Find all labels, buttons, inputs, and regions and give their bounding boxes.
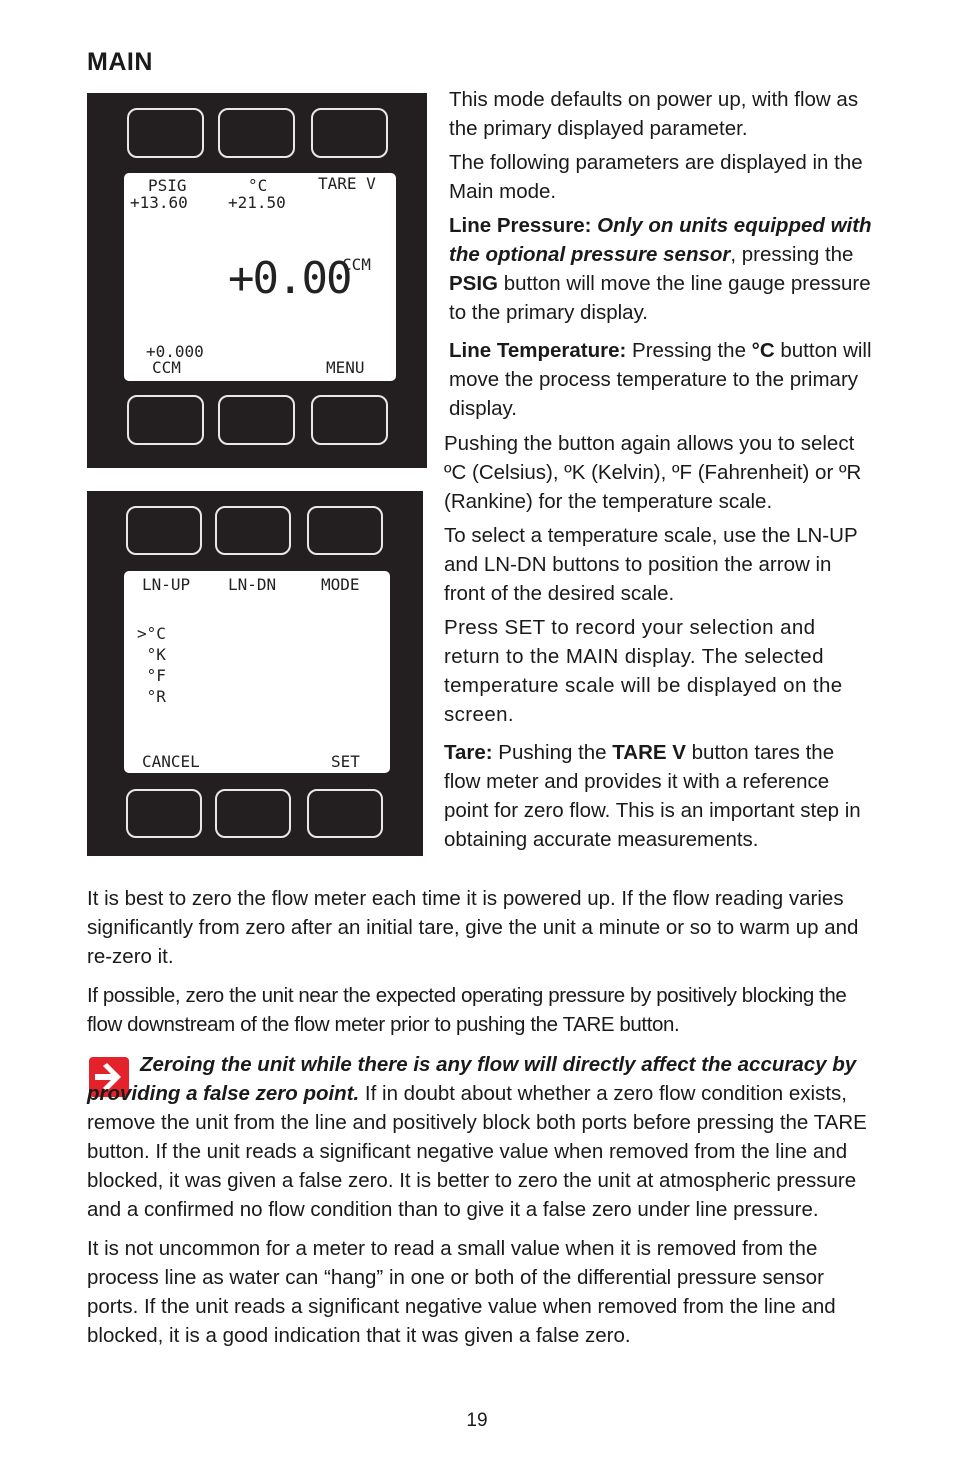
mode-button[interactable] (307, 506, 383, 555)
psig-label: PSIG (148, 176, 187, 195)
right-column-text-lower (444, 429, 874, 854)
cancel-button[interactable] (126, 789, 202, 838)
lcd-screen (124, 173, 396, 381)
paragraph-hang: It is not uncommon for a meter to read a small value when it is removed from the process line as water can “hang” in one or both of the differential pressure sensor ports. If the unit reads a significant negative value when removed from the line and blocked, it is a good indication that it was given a false zero. (87, 1237, 836, 1347)
paragraph-set: Press SET to record your selection and return to the MAIN display. The selected temperature scale will be displayed on the screen. (444, 616, 843, 726)
paragraph-line-pressure: Line Pressure: Only on units equipped with the optional pressure sensor, pressing the PSIG button will move the line gauge pressure to the primary display. (449, 214, 872, 324)
tare-label: TARE V (318, 174, 376, 193)
secondary-flow-value: +0.000 (146, 342, 204, 361)
paragraph-scale-buttons: To select a temperature scale, use the LN-UP and LN-DN buttons to position the arrow in front of the desired scale. (444, 524, 858, 605)
temp-label: °C (248, 176, 268, 195)
lcd-screen (124, 571, 390, 773)
psig-value: +13.60 (130, 193, 188, 212)
scale-option-rankine: °R (137, 687, 166, 706)
full-width-text (87, 884, 877, 1039)
paragraph-zero-each-time: It is best to zero the flow meter each time it is powered up. If the flow reading varies significantly from zero after an initial tare, give the unit a minute or so to warm up and re-zero it. (87, 887, 859, 968)
set-button[interactable] (307, 789, 383, 838)
scale-option-fahrenheit: °F (137, 666, 166, 685)
paragraph-line-temperature: Line Temperature: Pressing the °C button will move the process temperature to the primary display. (449, 339, 872, 420)
scale-option-kelvin: °K (137, 645, 166, 664)
right-column-text-upper (449, 85, 874, 423)
paragraph-tare: Tare: Pushing the TARE V button tares the flow meter and provides it with a reference point for zero flow. This is an important step in obtaining accurate measurements. (444, 741, 861, 851)
line-pressure-note: Only on units equipped with the optional pressure sensor (449, 214, 872, 266)
top-right-button[interactable] (311, 108, 388, 158)
bottom-left-button[interactable] (127, 395, 204, 445)
menu-label: MENU (326, 358, 365, 377)
menu-button[interactable] (311, 395, 388, 445)
scale-option-celsius: >°C (137, 624, 166, 643)
warning-emphasis: Zeroing the unit while there is any flow will directly affect the accuracy by providing a false zero point. (87, 1053, 857, 1105)
paragraph-scale-select: Pushing the button again allows you to select ºC (Celsius), ºK (Kelvin), ºF (Fahrenheit) or ºR (Rankine) for the temperature scale. (444, 432, 862, 513)
section-heading: MAIN (87, 48, 153, 76)
tare-term: Tare: (444, 741, 493, 764)
line-temperature-term: Line Temperature: (449, 339, 627, 362)
set-label: SET (331, 752, 360, 771)
ln-dn-label: LN-DN (228, 575, 277, 594)
primary-flow-value: +0.00 (228, 253, 351, 304)
temperature-scale-panel (87, 491, 423, 856)
ln-dn-button[interactable] (215, 506, 291, 555)
bottom-middle-button[interactable] (215, 789, 291, 838)
temp-value: +21.50 (228, 193, 286, 212)
line-pressure-term: Line Pressure: (449, 214, 598, 237)
ln-up-button[interactable] (126, 506, 202, 555)
primary-flow-unit: CCM (342, 255, 371, 274)
top-middle-button[interactable] (218, 108, 295, 158)
warning-paragraph: Zeroing the unit while there is any flow will directly affect the accuracy by providing a false zero point. If in doubt about whether a zero flow condition exists, remove the unit from the line and positively block both ports before pressing the TARE button. If the unit reads a significant negative value when removed from the line and blocked, it was given a false zero. It is better to zero the unit at atmospheric pressure and a confirmed no flow condition than to give it a false zero under line pressure. It is not uncommon for a meter to read a small value when it is removed from the process line as water can “hang” in one or both of the differential pressure sensor ports. If the unit reads a significant negative value when removed from the line and blocked, it is a good indication that it was given a false zero. (87, 1050, 877, 1350)
bottom-middle-button[interactable] (218, 395, 295, 445)
mode-label: MODE (321, 575, 360, 594)
paragraph-operating-pressure: If possible, zero the unit near the expected operating pressure by positively blocking the flow downstream of the flow meter prior to pushing the TARE button. (87, 984, 847, 1036)
cancel-label: CANCEL (142, 752, 200, 771)
top-left-button[interactable] (127, 108, 204, 158)
ln-up-label: LN-UP (142, 575, 191, 594)
paragraph-intro: This mode defaults on power up, with flow as the primary displayed parameter. (449, 88, 859, 140)
page-number: 19 (466, 1410, 488, 1431)
main-display-panel (87, 93, 427, 468)
secondary-flow-unit: CCM (152, 358, 181, 377)
paragraph-parameters: The following parameters are displayed in the Main mode. (449, 151, 863, 203)
